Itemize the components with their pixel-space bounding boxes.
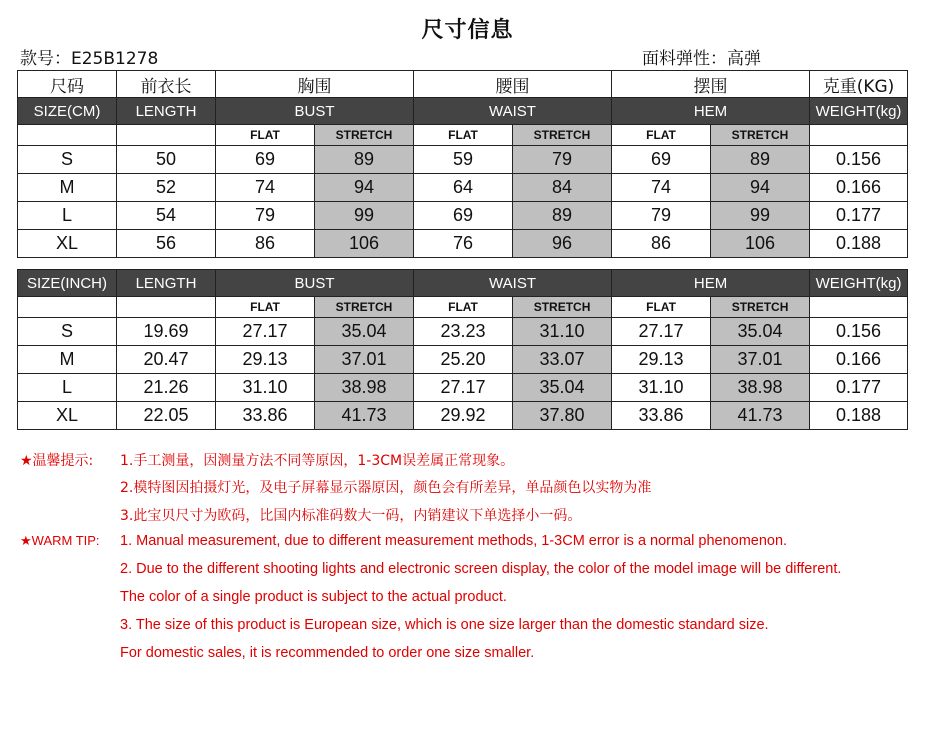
sub-header-row [18, 297, 908, 318]
size-value: 19.69 [117, 318, 216, 346]
sub-flat: FLAT [414, 297, 513, 318]
header-weight: WEIGHT(kg) [810, 98, 908, 125]
size-value: 0.177 [810, 374, 908, 402]
size-value: 74 [612, 174, 711, 202]
sub-flat: FLAT [216, 297, 315, 318]
size-label: XL [18, 230, 117, 258]
size-value: 29.13 [216, 346, 315, 374]
size-value: 33.86 [612, 402, 711, 430]
size-value: 0.188 [810, 230, 908, 258]
size-label: M [18, 346, 117, 374]
size-value: 84 [513, 174, 612, 202]
header-hem-cn: 摆围 [612, 71, 810, 98]
size-value: 99 [315, 202, 414, 230]
size-value: 31.10 [513, 318, 612, 346]
header-bust: BUST [216, 98, 414, 125]
sub-stretch: STRETCH [513, 125, 612, 146]
size-label: S [18, 318, 117, 346]
en-tip-line: 1. Manual measurement, due to different measurement methods, 1-3CM error is a normal phenomenon. [120, 533, 788, 549]
header-size: SIZE(INCH) [18, 270, 117, 297]
sub-flat: FLAT [612, 125, 711, 146]
size-value: 0.166 [810, 346, 908, 374]
en-tip-line: 3. The size of this product is European size, which is one size larger than the domestic standard size. [120, 617, 769, 633]
size-value: 54 [117, 202, 216, 230]
cn-header-row [18, 71, 908, 98]
size-value: 86 [612, 230, 711, 258]
en-tip-label: ★WARM TIP: [20, 533, 100, 548]
size-row [18, 318, 908, 346]
size-value: 22.05 [117, 402, 216, 430]
size-row [18, 146, 908, 174]
en-header-row [18, 270, 908, 297]
size-value: 33.86 [216, 402, 315, 430]
size-value: 29.13 [612, 346, 711, 374]
cn-tip-label: ★温馨提示: [20, 453, 94, 469]
sub-stretch: STRETCH [513, 297, 612, 318]
size-value: 69 [414, 202, 513, 230]
size-table-inch [17, 269, 908, 430]
size-value: 0.188 [810, 402, 908, 430]
header-waist: WAIST [414, 270, 612, 297]
size-value: 94 [315, 174, 414, 202]
size-row [18, 402, 908, 430]
size-value: 37.01 [315, 346, 414, 374]
size-row [18, 174, 908, 202]
header-size: SIZE(CM) [18, 98, 117, 125]
inch-data-body [18, 318, 908, 430]
size-label: XL [18, 402, 117, 430]
size-row [18, 202, 908, 230]
size-value: 27.17 [414, 374, 513, 402]
size-table-cm [17, 70, 908, 258]
size-row [18, 230, 908, 258]
header-length: LENGTH [117, 270, 216, 297]
cn-tip-line: 3.此宝贝尺寸为欧码，比国内标准码数大一码，内销建议下单选择小一码。 [120, 508, 582, 524]
size-value: 29.92 [414, 402, 513, 430]
size-value: 79 [216, 202, 315, 230]
cm-data-body [18, 146, 908, 258]
size-value: 74 [216, 174, 315, 202]
size-value: 21.26 [117, 374, 216, 402]
sub-flat: FLAT [216, 125, 315, 146]
size-value: 35.04 [315, 318, 414, 346]
size-value: 89 [513, 202, 612, 230]
size-value: 0.156 [810, 318, 908, 346]
sub-stretch: STRETCH [711, 297, 810, 318]
header-length: LENGTH [117, 98, 216, 125]
size-value: 69 [612, 146, 711, 174]
size-value: 86 [216, 230, 315, 258]
size-value: 31.10 [612, 374, 711, 402]
size-value: 41.73 [315, 402, 414, 430]
en-tip-line: For domestic sales, it is recommended to order one size smaller. [120, 645, 535, 661]
page-title: 尺寸信息 [421, 18, 514, 43]
sub-header-row [18, 125, 908, 146]
size-row [18, 346, 908, 374]
size-value: 25.20 [414, 346, 513, 374]
size-value: 27.17 [612, 318, 711, 346]
size-label: L [18, 374, 117, 402]
size-value: 59 [414, 146, 513, 174]
size-value: 35.04 [513, 374, 612, 402]
size-value: 89 [315, 146, 414, 174]
header-weight: WEIGHT(kg) [810, 270, 908, 297]
header-weight-cn: 克重(KG) [810, 71, 908, 98]
size-value: 33.07 [513, 346, 612, 374]
size-value: 69 [216, 146, 315, 174]
size-row [18, 374, 908, 402]
size-label: L [18, 202, 117, 230]
size-value: 50 [117, 146, 216, 174]
size-value: 20.47 [117, 346, 216, 374]
en-tip-line: The color of a single product is subject to the actual product. [120, 589, 507, 605]
size-value: 106 [711, 230, 810, 258]
style-number: 款号：E25B1278 [20, 49, 159, 69]
header-hem: HEM [612, 270, 810, 297]
size-value: 37.01 [711, 346, 810, 374]
sub-stretch: STRETCH [315, 297, 414, 318]
size-label: S [18, 146, 117, 174]
header-size-cn: 尺码 [18, 71, 117, 98]
header-waist-cn: 腰围 [414, 71, 612, 98]
en-tip-line: 2. Due to the different shooting lights and electronic screen display, the color of the model image will be different. [120, 561, 842, 577]
size-value: 27.17 [216, 318, 315, 346]
header-bust-cn: 胸围 [216, 71, 414, 98]
size-value: 79 [513, 146, 612, 174]
size-value: 35.04 [711, 318, 810, 346]
size-value: 76 [414, 230, 513, 258]
size-value: 106 [315, 230, 414, 258]
header-hem: HEM [612, 98, 810, 125]
sub-flat: FLAT [612, 297, 711, 318]
sub-stretch: STRETCH [711, 125, 810, 146]
sub-stretch: STRETCH [315, 125, 414, 146]
size-value: 23.23 [414, 318, 513, 346]
size-value: 79 [612, 202, 711, 230]
en-header-row [18, 98, 908, 125]
size-value: 38.98 [711, 374, 810, 402]
size-value: 0.156 [810, 146, 908, 174]
header-bust: BUST [216, 270, 414, 297]
sub-flat: FLAT [414, 125, 513, 146]
size-value: 38.98 [315, 374, 414, 402]
size-value: 41.73 [711, 402, 810, 430]
cn-tip-line: 1.手工测量，因测量方法不同等原因，1-3CM误差属正常现象。 [120, 453, 515, 469]
header-waist: WAIST [414, 98, 612, 125]
size-value: 89 [711, 146, 810, 174]
size-value: 94 [711, 174, 810, 202]
size-value: 0.166 [810, 174, 908, 202]
fabric-elasticity: 面料弹性：高弹 [642, 49, 761, 69]
cn-tip-line: 2.模特图因拍摄灯光，及电子屏幕显示器原因，颜色会有所差异，单品颜色以实物为准 [120, 480, 652, 496]
size-value: 56 [117, 230, 216, 258]
size-value: 37.80 [513, 402, 612, 430]
size-value: 52 [117, 174, 216, 202]
size-label: M [18, 174, 117, 202]
header-length-cn: 前衣长 [117, 71, 216, 98]
size-value: 99 [711, 202, 810, 230]
size-value: 0.177 [810, 202, 908, 230]
size-value: 64 [414, 174, 513, 202]
size-value: 96 [513, 230, 612, 258]
size-value: 31.10 [216, 374, 315, 402]
